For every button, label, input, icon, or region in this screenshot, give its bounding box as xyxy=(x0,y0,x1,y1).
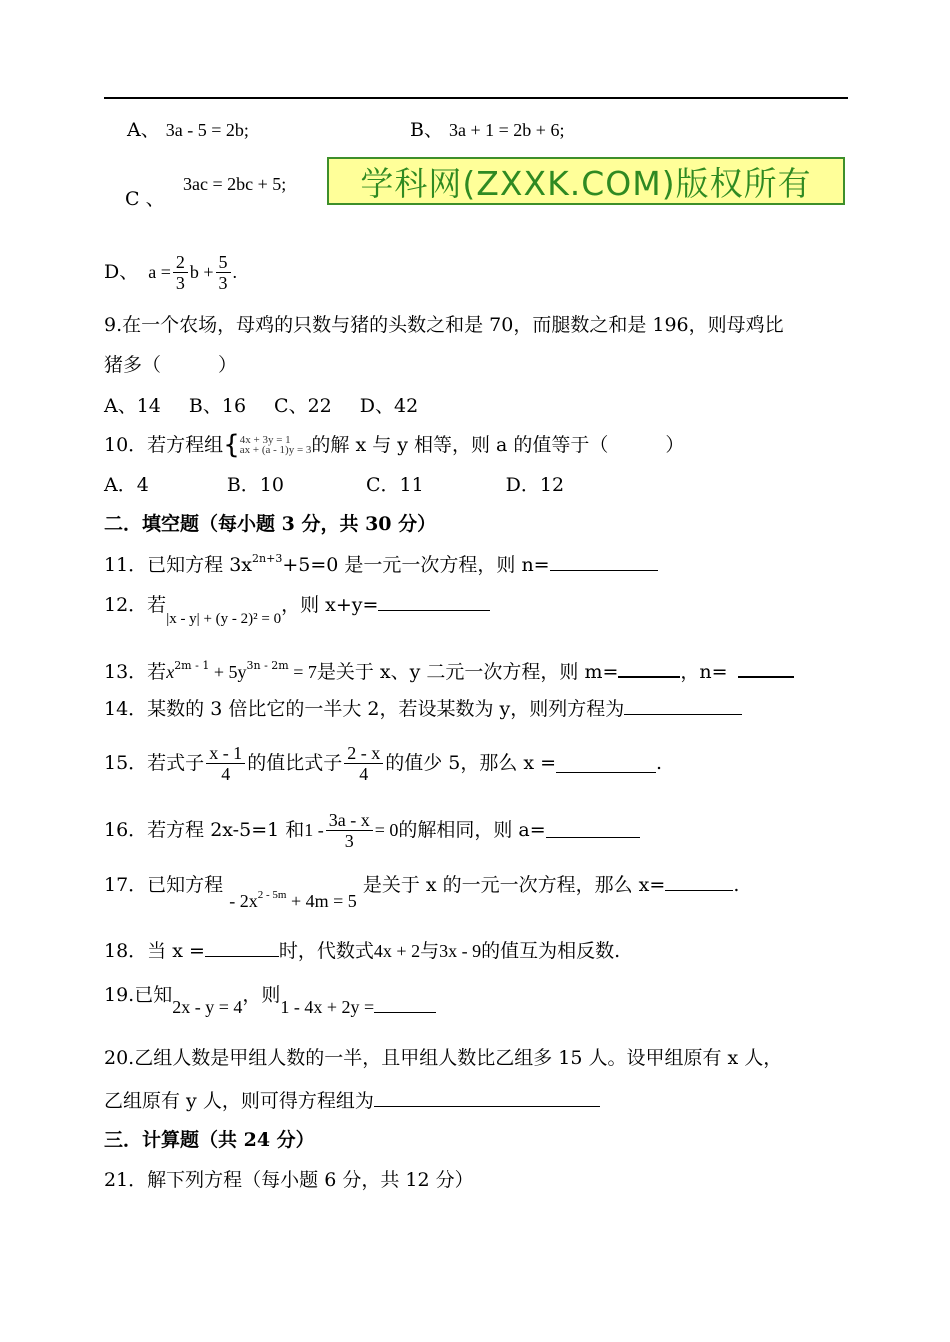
q17-post: 是关于 x 的一元一次方程，那么 x= xyxy=(362,874,666,896)
q19-answer-blank[interactable] xyxy=(374,994,436,1013)
q15-post: 的值少 5，那么 x = xyxy=(385,752,557,774)
q20-line-2 xyxy=(104,1088,600,1113)
q8-option-c-expr: 3ac = 2bc + 5; xyxy=(183,174,287,194)
q12-answer-blank[interactable] xyxy=(378,592,490,611)
q11 xyxy=(104,552,658,580)
q13 xyxy=(104,658,794,687)
q14-answer-blank[interactable] xyxy=(624,696,742,715)
q10-option-d: D．12 xyxy=(505,474,565,496)
q8-d-frac-2-den: 3 xyxy=(218,272,228,293)
q8-d-frac-1-den: 3 xyxy=(175,272,185,293)
q8-d-frac-1-num: 2 xyxy=(173,252,188,273)
q17-expr-base: - 2x xyxy=(229,891,258,911)
q17-pre: 17．已知方程 xyxy=(104,874,224,896)
q8-d-lhs: a = xyxy=(148,262,171,282)
q8-option-b-label: B、 xyxy=(410,119,443,141)
q16-frac xyxy=(326,810,373,851)
q18-expr-1: 4x + 2 xyxy=(373,941,421,961)
q14-text: 14．某数的 3 倍比它的一半大 2，若设某数为 y，则列方程为 xyxy=(104,698,625,720)
q16-pre: 16．若方程 2x-5=1 和 xyxy=(104,819,305,841)
q13-post: 是关于 x、y 二元一次方程，则 m= xyxy=(316,661,619,683)
q8-option-d xyxy=(104,248,237,296)
watermark-banner: 学科网(ZXXK.COM)版权所有 xyxy=(327,157,845,205)
q10-option-a: A．4 xyxy=(104,474,149,496)
q15-pre: 15．若式子 xyxy=(104,752,205,774)
q13-pre: 13．若 xyxy=(104,661,167,683)
q8-option-a-expr: 3a - 5 = 2b; xyxy=(165,120,249,140)
q10-eq-1: 4x + 3y = 1 xyxy=(239,434,291,446)
q10-option-b: B．10 xyxy=(226,474,284,496)
q10-post: 的解 x 与 y 相等，则 a 的值等于（ ） xyxy=(311,434,685,456)
q13-exponent-2: 3n - 2m xyxy=(246,659,289,672)
q16-frac-num: 3a - x xyxy=(326,810,373,831)
q12-post: ，则 x+y= xyxy=(281,594,379,616)
q16-one: 1 - xyxy=(304,820,324,840)
section-3-heading: 三．计算题（共 24 分） xyxy=(104,1129,315,1151)
q15 xyxy=(104,738,662,788)
q18-mid: 时，代数式 xyxy=(278,940,374,962)
q15-frac-1 xyxy=(206,743,245,784)
q16-post: 的解相同，则 a= xyxy=(398,819,546,841)
q16 xyxy=(104,806,640,854)
q13-n-blank[interactable] xyxy=(738,658,794,678)
q15-answer-blank[interactable] xyxy=(556,754,656,773)
q10-pre: 10．若方程组 xyxy=(104,434,224,456)
q19-expr-2: 1 - 4x + 2y = xyxy=(280,997,375,1017)
q18-pre: 18．当 x = xyxy=(104,940,205,962)
q16-eq: = 0 xyxy=(374,820,399,840)
q8-option-b-expr: 3a + 1 = 2b + 6; xyxy=(449,120,565,140)
q18 xyxy=(104,938,620,963)
q11-pre: 11．已知方程 3x xyxy=(104,554,253,576)
q9-option-a: A、14 xyxy=(104,395,161,417)
q19-expr-1: 2x - y = 4 xyxy=(172,997,243,1017)
header-rule xyxy=(104,97,848,99)
q8-option-a-label: A、 xyxy=(127,119,160,141)
q13-exponent-1: 2m - 1 xyxy=(174,659,210,672)
q15-frac-1-den: 4 xyxy=(221,763,231,784)
q10-stem xyxy=(104,432,684,458)
q11-post: +5=0 是一元一次方程，则 n= xyxy=(282,554,550,576)
q11-answer-blank[interactable] xyxy=(550,552,658,571)
q8-option-a xyxy=(127,118,249,142)
q8-option-d-label: D、 xyxy=(104,261,139,283)
q20-line-2-text: 乙组原有 y 人，则可得方程组为 xyxy=(104,1090,374,1112)
q8-d-mid: b + xyxy=(189,262,214,282)
q10-brace: { xyxy=(223,430,240,460)
q17-expr xyxy=(229,891,357,911)
q9-line-2: 猪多（ ） xyxy=(104,354,238,376)
q9-option-b: B、16 xyxy=(188,395,247,417)
q12-pre: 12．若 xyxy=(104,594,167,616)
q17-answer-blank[interactable] xyxy=(665,872,733,891)
q8-d-frac-2-num: 5 xyxy=(216,252,231,273)
q18-answer-blank[interactable] xyxy=(205,938,279,957)
q13-base-1: x xyxy=(166,662,175,682)
q19-comma: ，则 xyxy=(242,984,281,1006)
q20-line-1: 20.乙组人数是甲组人数的一半，且甲组人数比乙组多 15 人。设甲组原有 x 人， xyxy=(104,1047,783,1069)
q13-mid: + 5y xyxy=(209,662,247,682)
q9-option-d: D、42 xyxy=(359,395,419,417)
q8-option-b xyxy=(410,118,564,142)
q14 xyxy=(104,696,742,721)
q18-post: 的值互为相反数. xyxy=(481,940,621,962)
q20-answer-blank[interactable] xyxy=(374,1088,600,1107)
q17 xyxy=(104,872,740,911)
q17-expr-exponent: 2 - 5m xyxy=(257,889,287,901)
q8-d-frac-2 xyxy=(216,252,231,293)
q12 xyxy=(104,592,490,627)
section-2-heading: 二．填空题（每小题 3 分，共 30 分） xyxy=(104,513,437,535)
q10-options xyxy=(104,473,564,497)
q18-expr-2: 3x - 9 xyxy=(439,941,482,961)
q15-mid: 的值比式子 xyxy=(247,752,343,774)
q15-frac-1-num: x - 1 xyxy=(206,743,245,764)
q8-d-end: . xyxy=(232,262,238,282)
q11-exponent: 2n+3 xyxy=(252,552,283,565)
q17-expr-rest: + 4m = 5 xyxy=(286,891,357,911)
q19 xyxy=(104,982,436,1017)
q19-pre: 19.已知 xyxy=(104,984,173,1006)
q9-option-c: C、22 xyxy=(274,395,332,417)
q12-expr: |x - y| + (y - 2)² = 0 xyxy=(166,611,282,627)
q10-option-c: C．11 xyxy=(365,474,424,496)
q17-end: . xyxy=(733,874,740,896)
q16-frac-den: 3 xyxy=(344,830,354,851)
q18-and: 与 xyxy=(420,940,440,962)
q13-m-blank[interactable] xyxy=(618,658,680,678)
q13-eq: = 7 xyxy=(288,662,317,682)
q15-frac-2-num: 2 - x xyxy=(344,743,383,764)
q9-options xyxy=(104,394,418,418)
q8-d-frac-1 xyxy=(173,252,188,293)
q8-option-c-label: C 、 xyxy=(125,188,165,210)
q15-frac-2 xyxy=(344,743,383,784)
q21: 21．解下列方程（每小题 6 分，共 12 分） xyxy=(104,1169,474,1191)
q13-n-label: ，n= xyxy=(680,661,728,683)
q10-equation-system xyxy=(223,432,311,458)
q16-answer-blank[interactable] xyxy=(546,823,640,838)
q10-eq-2: ax + (a - 1)y = 3 xyxy=(239,444,312,456)
q15-end: . xyxy=(656,752,663,774)
q9-line-1: 9.在一个农场，母鸡的只数与猪的头数之和是 70，而腿数之和是 196，则母鸡比 xyxy=(104,314,784,336)
q15-frac-2-den: 4 xyxy=(359,763,369,784)
